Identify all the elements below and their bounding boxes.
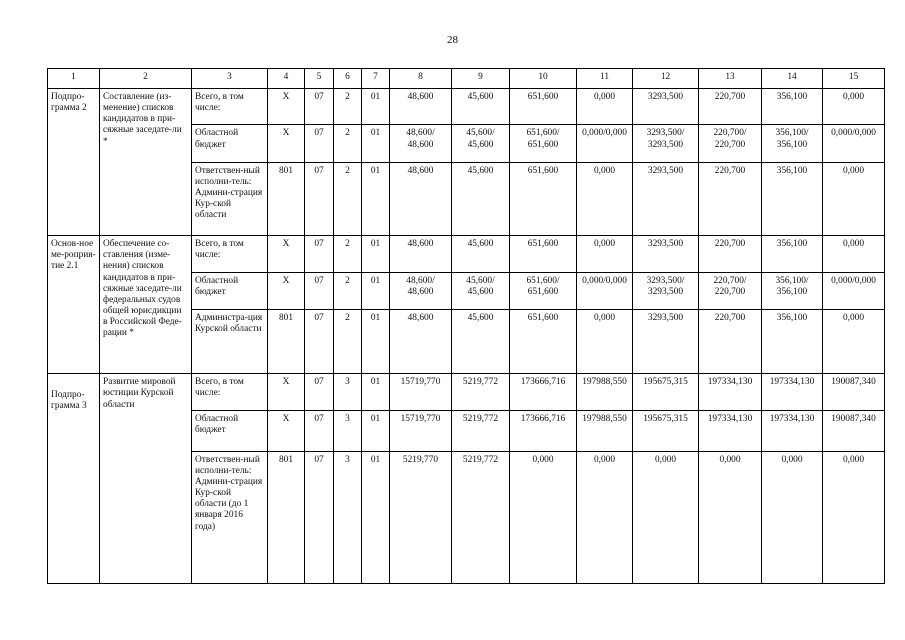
- funding-source-cell: Всего, в том числе:: [192, 89, 268, 125]
- value-cell: 0,000: [823, 236, 885, 272]
- value-cell: 0,000: [823, 451, 885, 583]
- value-cell: 173666,716: [510, 410, 577, 451]
- table-row: [48, 374, 885, 410]
- value-cell: 0,000: [577, 89, 633, 125]
- activity-title-cell: Развитие мировой юстиции Курской области: [100, 374, 192, 584]
- value-cell: 195675,315: [633, 374, 699, 410]
- program-cell: Подпро-грамма 2: [48, 89, 100, 236]
- value-cell: 0,000: [577, 451, 633, 583]
- value-cell: 5219,770: [390, 451, 452, 583]
- funding-source-cell: Областной бюджет: [192, 272, 268, 309]
- header-cell: 4: [268, 69, 305, 89]
- value-cell: 0,000/0,000: [577, 272, 633, 309]
- funding-source-cell: Областной бюджет: [192, 125, 268, 162]
- value-cell: 45,600/ 45,600: [452, 125, 510, 162]
- header-cell: 12: [633, 69, 699, 89]
- value-cell: 651,600: [510, 162, 577, 236]
- value-cell: 07: [305, 309, 334, 374]
- value-cell: 01: [362, 89, 390, 125]
- value-cell: 197988,550: [577, 374, 633, 410]
- value-cell: 356,100: [762, 236, 823, 272]
- value-cell: 48,600/ 48,600: [390, 125, 452, 162]
- value-cell: 651,600: [510, 89, 577, 125]
- value-cell: 197334,130: [699, 374, 762, 410]
- header-cell: 9: [452, 69, 510, 89]
- value-cell: 3293,500/ 3293,500: [633, 272, 699, 309]
- header-cell: 3: [192, 69, 268, 89]
- funding-source-cell: Ответствен-ный исполни-тель: Админи-страция Кур-ской области (до 1 января 2016 года): [192, 451, 268, 583]
- value-cell: 07: [305, 272, 334, 309]
- value-cell: 0,000: [823, 89, 885, 125]
- value-cell: 2: [334, 125, 362, 162]
- value-cell: 0,000: [510, 451, 577, 583]
- value-cell: X: [268, 410, 305, 451]
- value-cell: 01: [362, 451, 390, 583]
- value-cell: 220,700: [699, 309, 762, 374]
- value-cell: 356,100/ 356,100: [762, 125, 823, 162]
- funding-source-cell: Администра-ция Курской области: [192, 309, 268, 374]
- value-cell: 356,100: [762, 89, 823, 125]
- value-cell: 3293,500/ 3293,500: [633, 125, 699, 162]
- value-cell: 197988,550: [577, 410, 633, 451]
- header-cell: 10: [510, 69, 577, 89]
- header-cell: 8: [390, 69, 452, 89]
- value-cell: 3293,500: [633, 89, 699, 125]
- value-cell: 48,600: [390, 309, 452, 374]
- value-cell: 2: [334, 272, 362, 309]
- value-cell: 0,000: [762, 451, 823, 583]
- value-cell: 01: [362, 125, 390, 162]
- value-cell: 45,600/ 45,600: [452, 272, 510, 309]
- value-cell: 801: [268, 162, 305, 236]
- value-cell: 0,000/0,000: [823, 125, 885, 162]
- value-cell: 01: [362, 374, 390, 410]
- header-row: [48, 69, 885, 89]
- value-cell: 801: [268, 451, 305, 583]
- value-cell: 01: [362, 236, 390, 272]
- budget-table: [47, 68, 885, 584]
- value-cell: 5219,772: [452, 410, 510, 451]
- header-cell: 11: [577, 69, 633, 89]
- value-cell: 0,000: [577, 162, 633, 236]
- value-cell: X: [268, 125, 305, 162]
- value-cell: 07: [305, 125, 334, 162]
- value-cell: 0,000: [823, 162, 885, 236]
- value-cell: 2: [334, 162, 362, 236]
- value-cell: X: [268, 236, 305, 272]
- value-cell: 01: [362, 410, 390, 451]
- value-cell: 48,600: [390, 89, 452, 125]
- table-row: [48, 236, 885, 272]
- value-cell: 0,000/0,000: [823, 272, 885, 309]
- value-cell: 195675,315: [633, 410, 699, 451]
- value-cell: 651,600/ 651,600: [510, 272, 577, 309]
- value-cell: 801: [268, 309, 305, 374]
- value-cell: 3: [334, 410, 362, 451]
- value-cell: 220,700: [699, 89, 762, 125]
- value-cell: 190087,340: [823, 374, 885, 410]
- value-cell: 45,600: [452, 162, 510, 236]
- header-cell: 6: [334, 69, 362, 89]
- funding-source-cell: Всего, в том числе:: [192, 374, 268, 410]
- funding-source-cell: Ответствен-ный исполни-тель: Админи-страция Кур-ской области: [192, 162, 268, 236]
- header-cell: 2: [100, 69, 192, 89]
- value-cell: 220,700: [699, 236, 762, 272]
- value-cell: 2: [334, 309, 362, 374]
- value-cell: 15719,770: [390, 374, 452, 410]
- header-cell: 7: [362, 69, 390, 89]
- value-cell: 5219,772: [452, 374, 510, 410]
- value-cell: 3293,500: [633, 162, 699, 236]
- value-cell: 48,600/ 48,600: [390, 272, 452, 309]
- value-cell: 356,100: [762, 162, 823, 236]
- table-body: [48, 69, 885, 584]
- value-cell: 5219,772: [452, 451, 510, 583]
- value-cell: X: [268, 374, 305, 410]
- value-cell: 0,000/0,000: [577, 125, 633, 162]
- value-cell: 0,000: [699, 451, 762, 583]
- value-cell: 0,000: [633, 451, 699, 583]
- value-cell: 220,700/ 220,700: [699, 125, 762, 162]
- page-number: 28: [447, 34, 458, 46]
- value-cell: 45,600: [452, 89, 510, 125]
- value-cell: 197334,130: [699, 410, 762, 451]
- header-cell: 14: [762, 69, 823, 89]
- header-cell: 13: [699, 69, 762, 89]
- value-cell: 07: [305, 410, 334, 451]
- value-cell: X: [268, 89, 305, 125]
- value-cell: 3293,500: [633, 309, 699, 374]
- activity-title-cell: Обеспечение со-ставления (изме-нения) списков кандидатов в при-сяжные заседате-ли федеральных судов общей юрисдикции в Российской Феде-рации *: [100, 236, 192, 374]
- activity-title-cell: Составление (из-менение) списков кандидатов в при-сяжные заседате-ли *: [100, 89, 192, 236]
- value-cell: 45,600: [452, 236, 510, 272]
- table-row: [48, 89, 885, 125]
- program-cell: Подпро-грамма 3: [48, 374, 100, 584]
- value-cell: 3293,500: [633, 236, 699, 272]
- header-cell: 5: [305, 69, 334, 89]
- value-cell: 197334,130: [762, 374, 823, 410]
- value-cell: 07: [305, 162, 334, 236]
- value-cell: 3: [334, 451, 362, 583]
- value-cell: 651,600: [510, 309, 577, 374]
- value-cell: 07: [305, 236, 334, 272]
- value-cell: 173666,716: [510, 374, 577, 410]
- value-cell: 0,000: [823, 309, 885, 374]
- value-cell: 15719,770: [390, 410, 452, 451]
- value-cell: 45,600: [452, 309, 510, 374]
- value-cell: 07: [305, 89, 334, 125]
- funding-source-cell: Всего, в том числе:: [192, 236, 268, 272]
- value-cell: 651,600/ 651,600: [510, 125, 577, 162]
- funding-source-cell: Областной бюджет: [192, 410, 268, 451]
- header-cell: 15: [823, 69, 885, 89]
- value-cell: 2: [334, 236, 362, 272]
- value-cell: 220,700/ 220,700: [699, 272, 762, 309]
- program-cell: Основ-ное ме-роприя-тие 2.1: [48, 236, 100, 374]
- value-cell: 07: [305, 451, 334, 583]
- value-cell: 07: [305, 374, 334, 410]
- value-cell: 0,000: [577, 236, 633, 272]
- value-cell: 01: [362, 162, 390, 236]
- value-cell: 0,000: [577, 309, 633, 374]
- value-cell: 48,600: [390, 162, 452, 236]
- value-cell: 2: [334, 89, 362, 125]
- value-cell: 01: [362, 309, 390, 374]
- value-cell: 197334,130: [762, 410, 823, 451]
- value-cell: 3: [334, 374, 362, 410]
- value-cell: 356,100/ 356,100: [762, 272, 823, 309]
- value-cell: 01: [362, 272, 390, 309]
- value-cell: 356,100: [762, 309, 823, 374]
- value-cell: X: [268, 272, 305, 309]
- value-cell: 190087,340: [823, 410, 885, 451]
- value-cell: 651,600: [510, 236, 577, 272]
- header-cell: 1: [48, 69, 100, 89]
- value-cell: 220,700: [699, 162, 762, 236]
- value-cell: 48,600: [390, 236, 452, 272]
